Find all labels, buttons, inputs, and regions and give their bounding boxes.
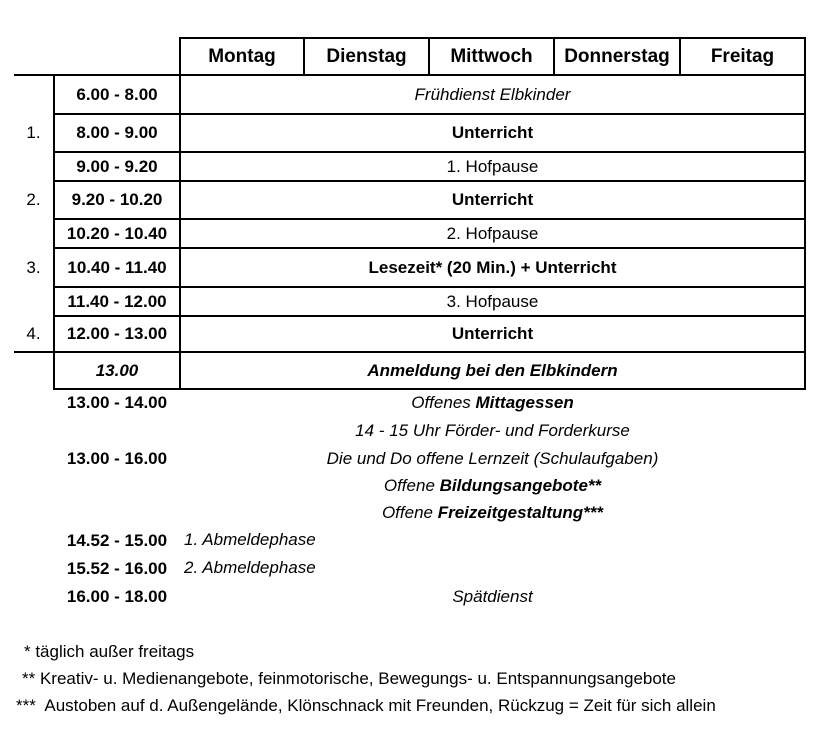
day-header-tuesday: Dienstag bbox=[326, 45, 407, 67]
spaet-time: 16.00 - 18.00 bbox=[66, 587, 168, 606]
activity-cell: 3. Hofpause bbox=[446, 291, 539, 311]
lesson-number: 3. bbox=[26, 257, 41, 277]
lunch-prefix: Offenes bbox=[411, 393, 476, 412]
activity-cell: Unterricht bbox=[451, 324, 534, 343]
courses-text: 14 - 15 Uhr Förder- und Forderkurse bbox=[355, 421, 630, 440]
bildung-bold: Bildungsangebote** bbox=[439, 476, 602, 495]
time-cell: 12.00 - 13.00 bbox=[66, 324, 168, 343]
freizeit-text bbox=[181, 500, 804, 526]
activity-cell: Unterricht bbox=[451, 190, 534, 209]
lesson-number: 4. bbox=[26, 324, 41, 343]
footnote-1: * täglich außer freitags bbox=[24, 642, 195, 661]
activity-cell: 2. Hofpause bbox=[446, 223, 539, 243]
abmeldung2-time: 15.52 - 16.00 bbox=[66, 559, 168, 578]
time-cell: 10.20 - 10.40 bbox=[66, 223, 168, 243]
lunch-bold: Mittagessen bbox=[475, 393, 574, 412]
time-cell: 9.20 - 10.20 bbox=[71, 190, 163, 209]
activity-cell: Frühdienst Elbkinder bbox=[414, 84, 571, 104]
activity-cell: Unterricht bbox=[451, 123, 534, 142]
activity-cell: 1. Hofpause bbox=[446, 156, 539, 176]
block-time: 13.00 - 16.00 bbox=[66, 449, 168, 468]
activity-cell: Anmeldung bei den Elbkindern bbox=[367, 360, 618, 380]
abmeldung1-time: 14.52 - 15.00 bbox=[66, 531, 168, 550]
day-header-monday: Montag bbox=[208, 45, 276, 67]
lunch-time: 13.00 - 14.00 bbox=[66, 393, 168, 412]
lunch-activity bbox=[181, 390, 804, 416]
footnote-3: *** Austoben auf d. Außengelände, Klönschnack mit Freunden, Rückzug = Zeit für sich allein bbox=[16, 696, 716, 715]
day-header-friday: Freitag bbox=[710, 45, 775, 67]
time-cell: 8.00 - 9.00 bbox=[76, 123, 158, 142]
day-header-wednesday: Mittwoch bbox=[450, 45, 533, 67]
footnote-2: ** Kreativ- u. Medienangebote, feinmotorische, Bewegungs- u. Entspannungsangebote bbox=[22, 669, 676, 688]
bildung-text bbox=[181, 473, 804, 499]
lesson-number: 2. bbox=[26, 190, 41, 209]
freizeit-bold: Freizeitgestaltung*** bbox=[437, 503, 604, 522]
lesson-number: 1. bbox=[26, 123, 41, 142]
day-header-thursday: Donnerstag bbox=[564, 45, 670, 67]
time-cell: 10.40 - 11.40 bbox=[67, 257, 167, 277]
lernzeit-text: Die und Do offene Lernzeit (Schulaufgaben) bbox=[326, 449, 659, 468]
spaet-label: Spätdienst bbox=[452, 587, 533, 606]
freizeit-prefix: Offene bbox=[381, 503, 438, 522]
time-cell: 11.40 - 12.00 bbox=[67, 291, 167, 311]
time-cell: 9.00 - 9.20 bbox=[76, 156, 158, 176]
abmeldung1-label: 1. Abmeldephase bbox=[184, 530, 316, 549]
activity-cell: Lesezeit* (20 Min.) + Unterricht bbox=[368, 257, 617, 277]
bildung-prefix: Offene bbox=[383, 476, 440, 495]
abmeldung2-label: 2. Abmeldephase bbox=[184, 558, 316, 577]
time-cell: 13.00 bbox=[95, 360, 139, 380]
time-cell: 6.00 - 8.00 bbox=[76, 84, 158, 104]
